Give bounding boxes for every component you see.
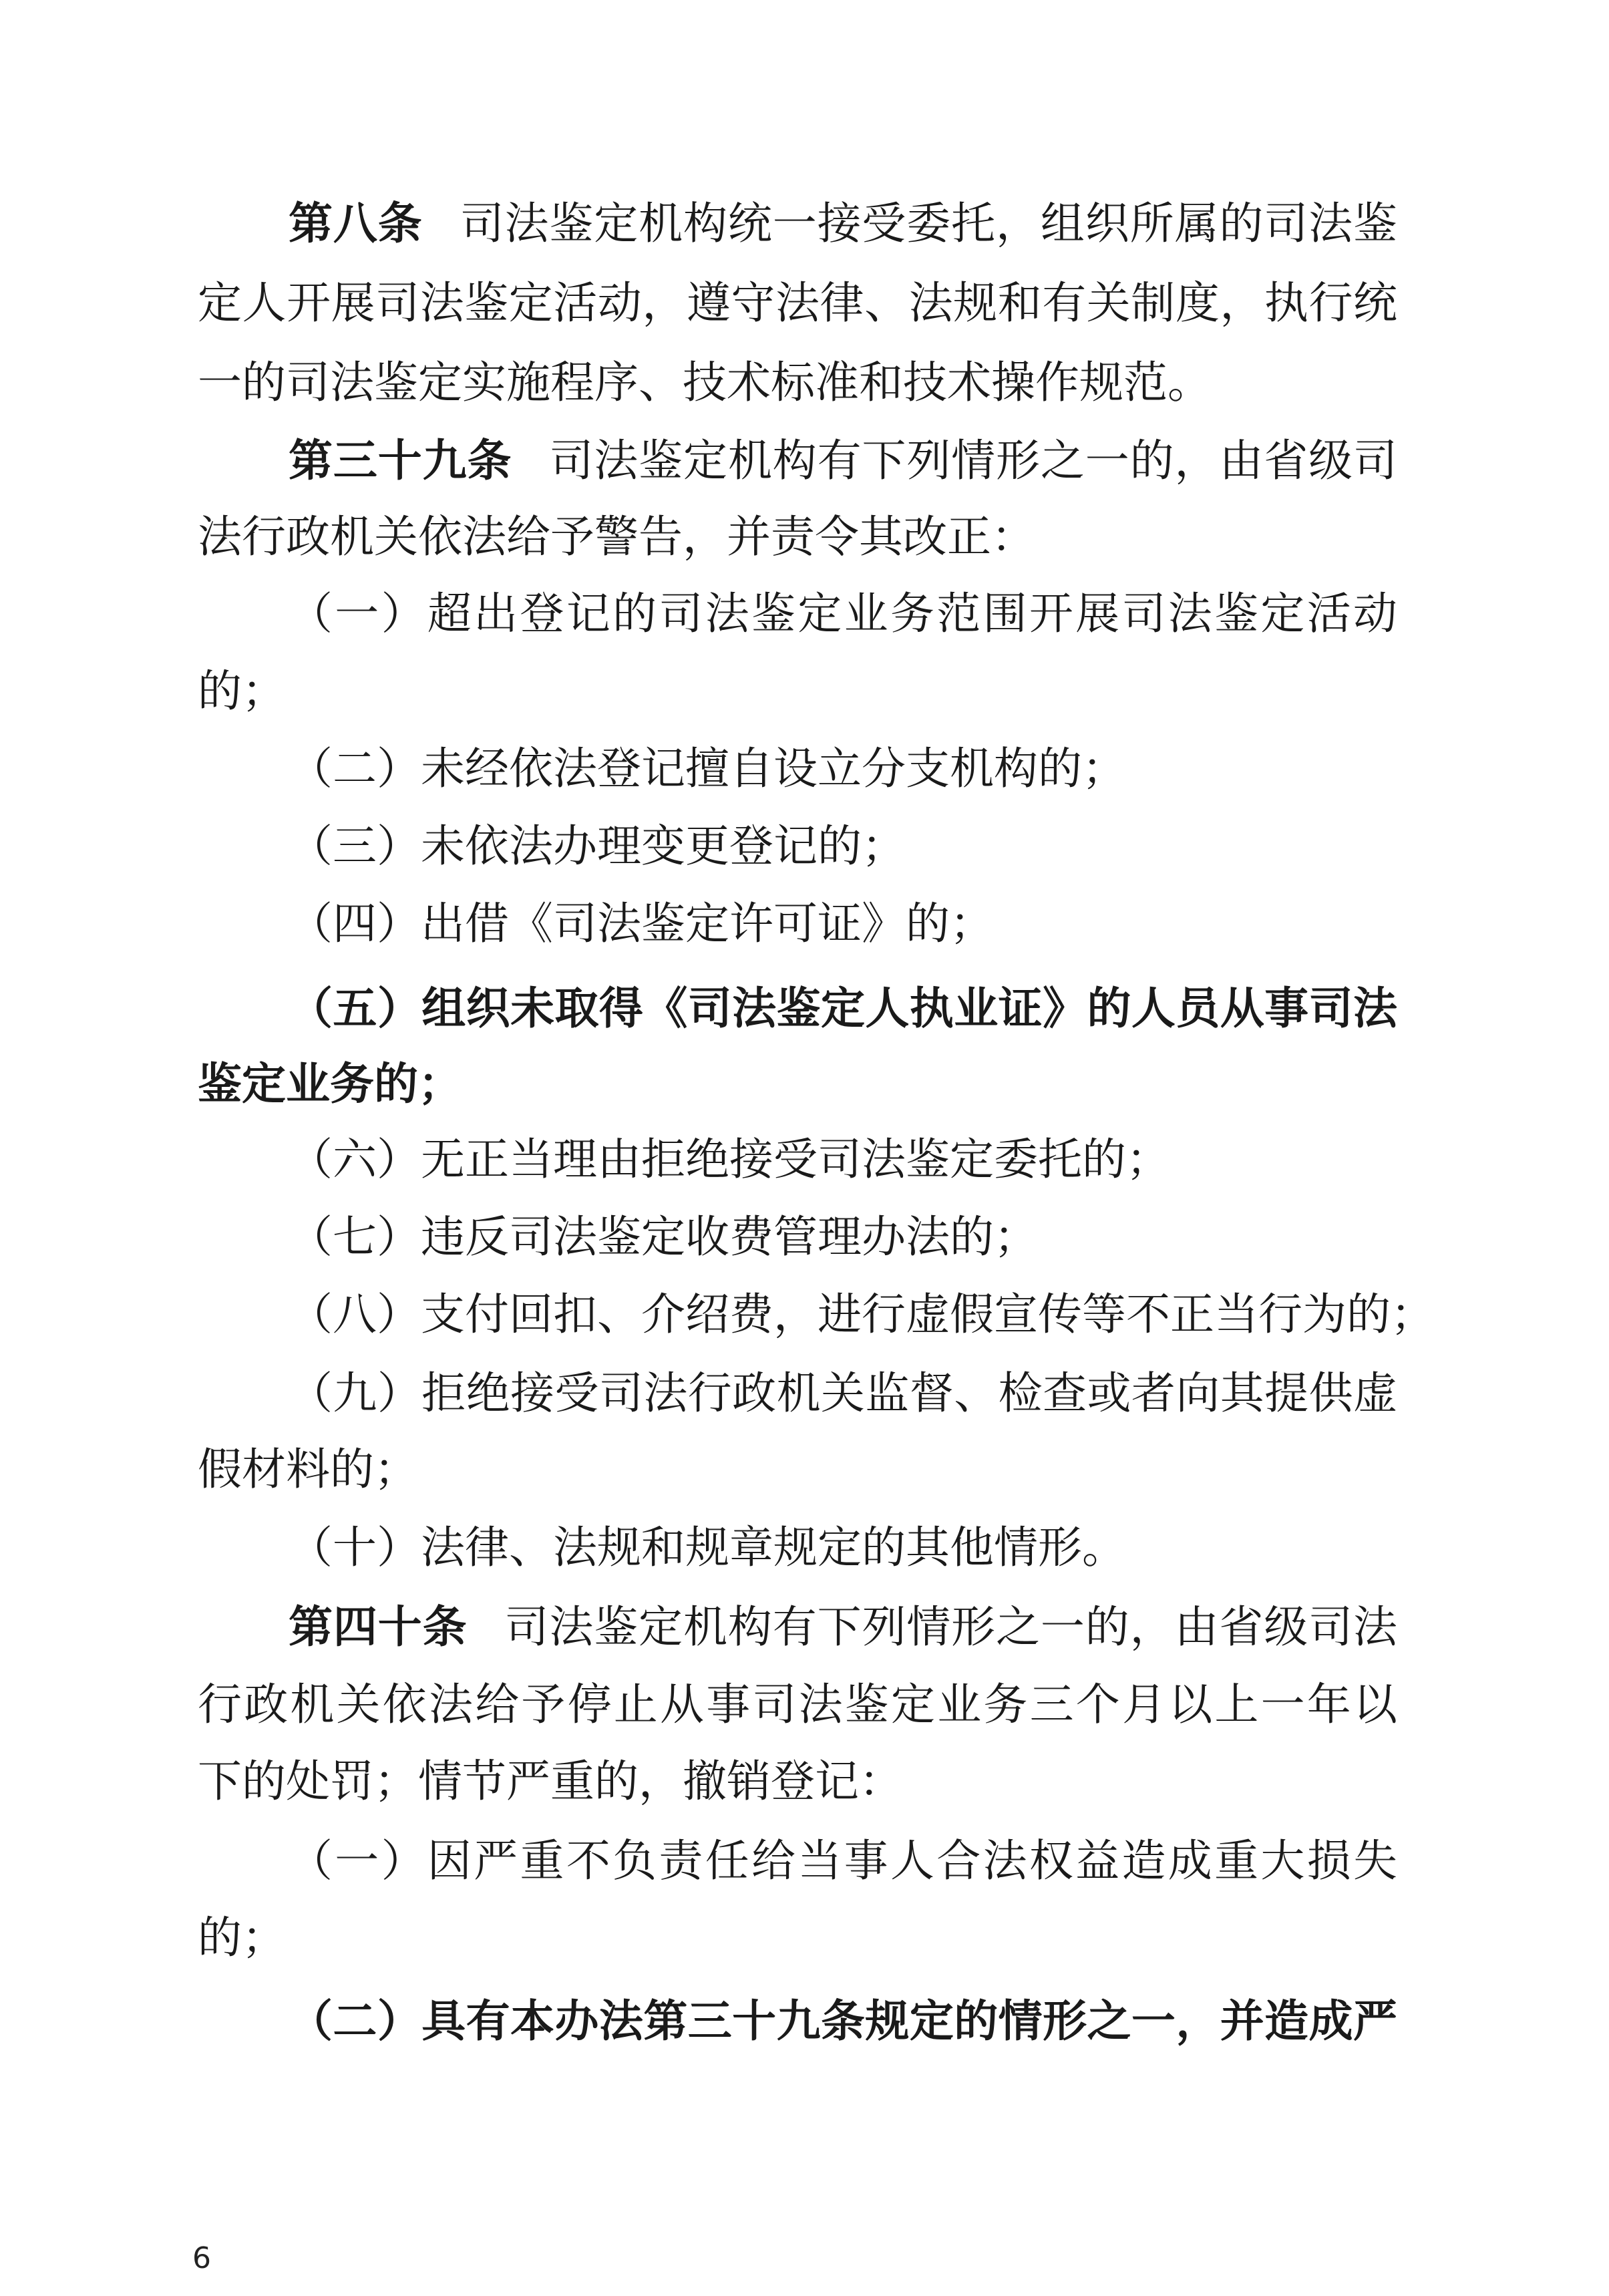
article-39-item-4: （四）出借《司法鉴定许可证》的；: [289, 898, 994, 949]
article-39-item-5: （五）组织未取得《司法鉴定人执业证》的人员从事司法: [289, 982, 1397, 1034]
article-39-item-7: （七）违反司法鉴定收费管理办法的；: [289, 1211, 1038, 1263]
article-39-line-2: 法行政机关依法给予警告，并责令其改正：: [198, 511, 1035, 562]
article-8-title: 第八条: [289, 198, 423, 249]
article-39-item-2: （二）未经依法登记擅自设立分支机构的；: [289, 743, 1126, 794]
article-39-item-1-cont: 的；: [198, 665, 286, 717]
article-40-line-1: 第四十条 司法鉴定机构有下列情形之一的，由省级司法: [289, 1601, 1398, 1653]
article-39-line-1: 第三十九条 司法鉴定机构有下列情形之一的，由省级司: [289, 435, 1398, 486]
article-39-item-5-cont: 鉴定业务的；: [198, 1057, 462, 1110]
article-39-item-10: （十）法律、法规和规章规定的其他情形。: [289, 1522, 1126, 1573]
article-8-line-2: 定人开展司法鉴定活动，遵守法律、法规和有关制度，执行统: [198, 277, 1397, 329]
article-8-line-1: 第八条 司法鉴定机构统一接受委托，组织所属的司法鉴: [289, 198, 1398, 249]
page-number: 6: [192, 2241, 211, 2275]
article-39-item-9: （九）拒绝接受司法行政机关监督、检查或者向其提供虚: [289, 1367, 1397, 1419]
article-39-item-3: （三）未依法办理变更登记的；: [289, 820, 906, 872]
article-39-item-9-cont: 假材料的；: [198, 1444, 418, 1495]
article-40-item-1: （一）因严重不负责任给当事人合法权益造成重大损失: [289, 1835, 1397, 1887]
article-40-item-1-cont: 的；: [198, 1912, 286, 1963]
article-40-line-2: 行政机关依法给予停止从事司法鉴定业务三个月以上一年以: [198, 1679, 1397, 1730]
article-39-item-1: （一）超出登记的司法鉴定业务范围开展司法鉴定活动: [289, 588, 1397, 639]
article-39-item-8: （八）支付回扣、介绍费，进行虚假宣传等不正当行为的；: [289, 1289, 1435, 1340]
article-39-title: 第三十九条: [289, 435, 512, 486]
article-8-line-3: 一的司法鉴定实施程序、技术标准和技术操作规范。: [198, 357, 1212, 408]
article-40-line-3: 下的处罚；情节严重的，撤销登记：: [198, 1756, 903, 1807]
article-40-title: 第四十条: [289, 1601, 468, 1653]
article-40-item-2: （二）具有本办法第三十九条规定的情形之一，并造成严: [289, 1995, 1397, 2047]
article-39-item-6: （六）无正当理由拒绝接受司法鉴定委托的；: [289, 1134, 1170, 1185]
